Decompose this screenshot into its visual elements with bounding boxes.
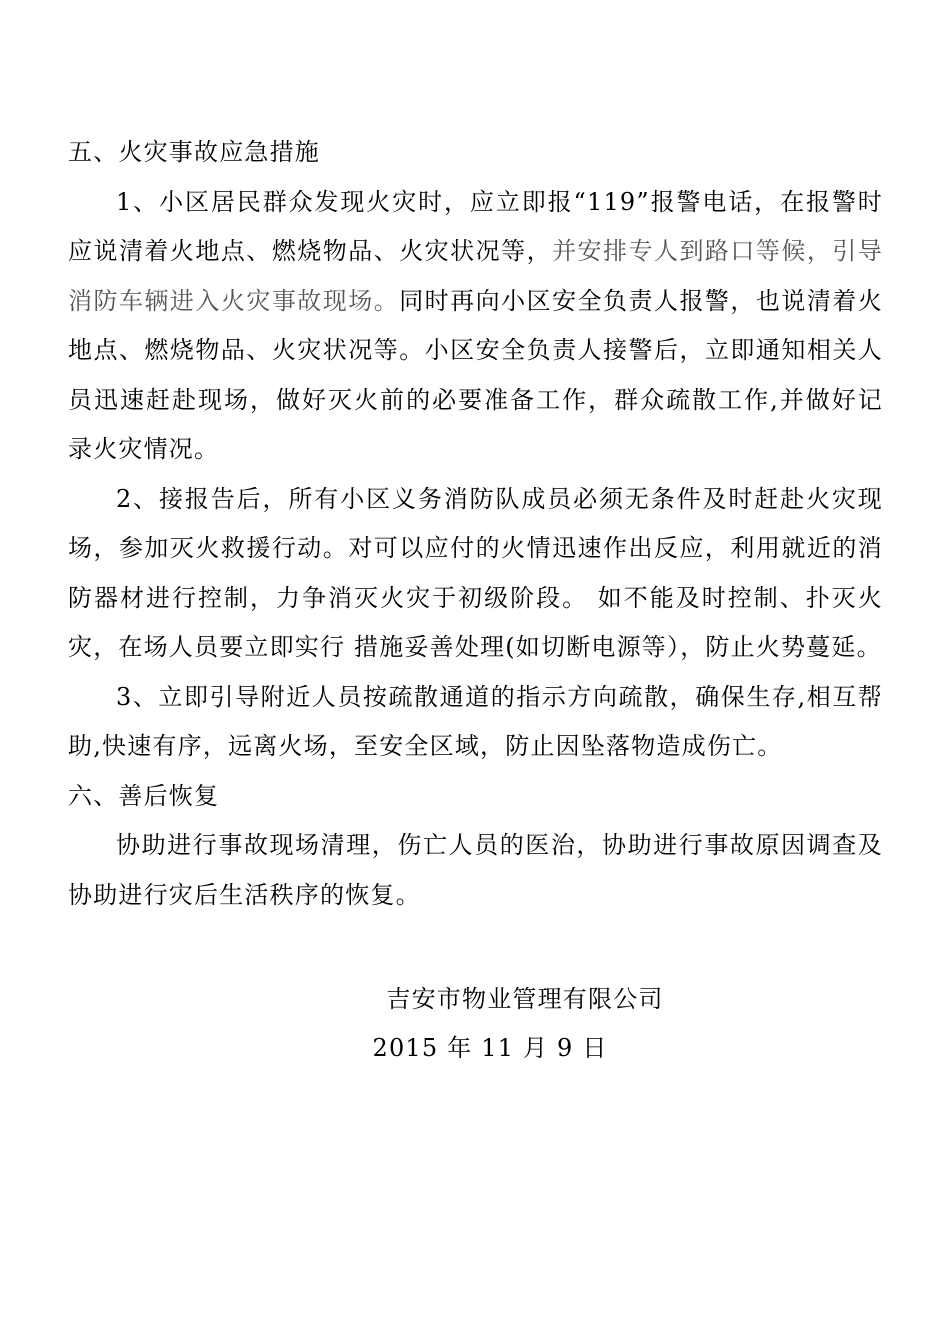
section-5-paragraph-1 [68,178,883,475]
signature-date: 2015 年 11 月 9 日 [372,1034,608,1062]
section-5-title: 五、火灾事故应急措施 [68,138,320,166]
section-6-paragraph-1: 协助进行事故现场清理，伤亡人员的医治，协助进行事故原因调查及协助进行灾后生活秩序的恢复。 [68,831,883,909]
section-5-paragraph-1-part-1: 1、小区居民群众发现火灾时，应立即报“119”报警电话，在报警时应说清着火地点、燃烧物品、火灾状况等， [68,187,883,265]
signature-company: 吉安市物业管理有限公司 [386,985,664,1013]
section-6-title: 六、善后恢复 [68,781,220,810]
section-5-paragraph-2: 2、接报告后，所有小区义务消防队成员必须无条件及时赶赴火灾现场，参加灭火救援行动。对可以应付的火情迅速作出反应，利用就近的消防器材进行控制，力争消灭火灾于初级阶段。 如不能及时控制、扑灭火灾，在场人员要立即实行 措施妥善处理(如切断电源等），防止火势蔓延。 [68,484,883,661]
section-5-paragraph-1-part-2: 并安排专人到路口等候，引导消防车辆进入火灾事故现场。 [68,237,883,315]
section-5-paragraph-1-part-3: 同时再向小区安全负责人报警，也说清着火地点、燃烧物品、火灾状况等。小区安全负责人接警后，立即通知相关人员迅速赶赴现场，做好灭火前的必要准备工作，群众疏散工作,并做好记录火灾情况。 [68,286,883,463]
section-5-paragraph-3: 3、立即引导附近人员按疏散通道的指示方向疏散，确保生存,相互帮助,快速有序，远离火场，至安全区域，防止因坠落物造成伤亡。 [68,682,883,760]
document-body [68,128,883,920]
